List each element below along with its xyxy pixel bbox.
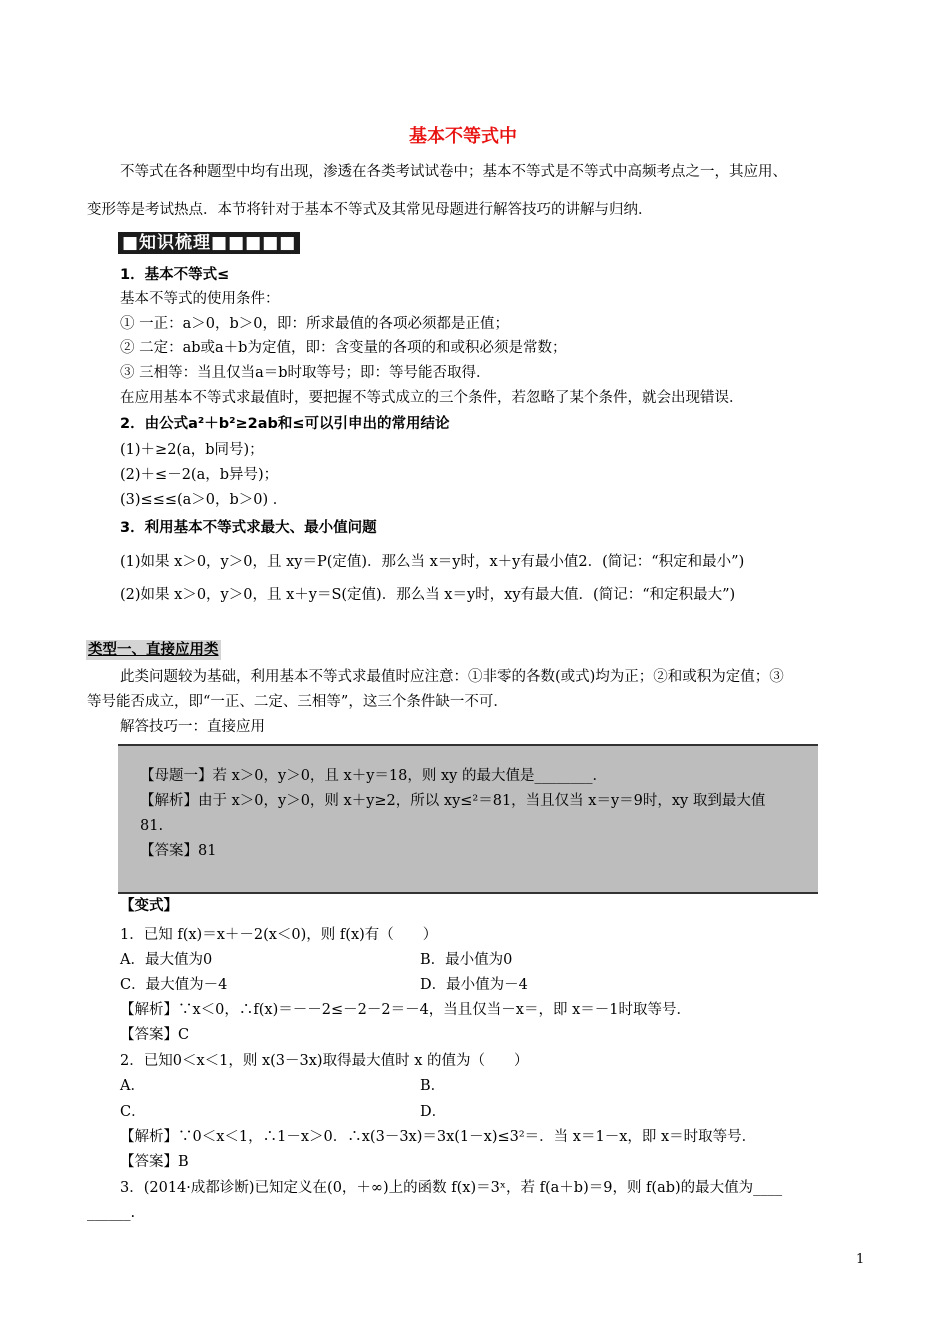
page-number: 1 [856,1252,865,1267]
variant-q1-option-c: C．最大值为－4 [120,977,228,993]
section-2-heading: 2．由公式a²＋b²≥2ab和≤可以引申出的常用结论 [120,416,450,432]
condition-3: ③ 三相等：当且仅当a＝b时取等号；即：等号能否取得． [120,365,491,381]
condition-1: ① 一正：a＞0，b＞0，即：所求最值的各项必须都是正值； [120,316,509,332]
page-title: 基本不等式中 [409,126,517,147]
variant-q3-line-2: ______. [87,1205,136,1221]
variant-q2-option-d: D． [420,1104,447,1120]
variant-q3-line-1: 3．(2014·成都诊断)已知定义在(0，＋∞)上的函数 f(x)＝3ˣ，若 f(a＋b)＝9，则 f(ab)的最大值为____ [120,1180,783,1196]
intro-line-1: 不等式在各种题型中均有出现，渗透在各类考试试卷中；基本不等式是不等式中高频考点之一，其应用、 [120,164,787,180]
type-1-desc-2: 等号能否成立，即“一正、二定、三相等”，这三个条件缺一不可． [87,694,508,710]
section-3-heading: 3．利用基本不等式求最大、最小值问题 [120,520,377,536]
variant-q1-solution: 【解析】∵x＜0，∴f(x)＝－－2≤－2－2＝－4，当且仅当－x＝，即 x＝－1时取等号． [120,1002,691,1018]
section-1-heading: 1．基本不等式≤ [120,267,230,283]
type-1-tip: 解答技巧一：直接应用 [120,719,265,735]
variant-q2-solution: 【解析】∵0＜x＜1，∴1－x＞0．∴x(3－3x)＝3x(1－x)≤3²＝．当 x＝1－x，即 x＝时取等号． [120,1129,757,1145]
variant-q1: 1．已知 f(x)＝x＋－2(x＜0)，则 f(x)有（ ） [120,927,438,943]
section-1-conditions: 基本不等式的使用条件： [120,291,280,307]
mother-answer: 【答案】81 [140,843,217,859]
variant-q2-option-a: A． [120,1078,145,1094]
mother-question: 【母题一】若 x＞0，y＞0，且 x＋y＝18，则 xy 的最大值是________． [140,768,607,784]
section-1-note: 在应用基本不等式求最值时，要把握不等式成立的三个条件，若忽略了某个条件，就会出现错误． [120,390,744,406]
variant-q2-option-b: B． [420,1078,446,1094]
knowledge-banner: ■知识梳理■■■■■ [118,232,300,254]
mother-solution-2: 81. [140,818,164,834]
type-1-desc-1: 此类问题较为基础，利用基本不等式求最值时应注意：①非零的各数(或式)均为正；②和或积为定值；③ [120,669,784,685]
section-3-point-1: (1)如果 x＞0，y＞0，且 xy＝P(定值)．那么当 x＝y时，x＋y有最小值2．(简记：“积定和最小”) [120,554,745,570]
result-3: (3)≤≤≤(a＞0，b＞0) ． [120,492,288,508]
result-1: (1)＋≥2(a，b同号)； [120,442,264,458]
variant-q1-answer: 【答案】C [120,1027,190,1043]
mother-solution-1: 【解析】由于 x＞0，y＞0，则 x＋y≥2，所以 xy≤²＝81，当且仅当 x＝y＝9时，xy 取到最大值 [140,793,766,809]
variant-q2-answer: 【答案】B [120,1154,189,1170]
result-2: (2)＋≤－2(a，b异号)； [120,467,279,483]
variant-q1-option-b: B．最小值为0 [420,952,513,968]
variant-q2-option-c: C． [120,1104,146,1120]
section-3-point-2: (2)如果 x＞0，y＞0，且 x＋y＝S(定值)．那么当 x＝y时，xy有最大值．(简记：“和定积最大”) [120,587,736,603]
intro-line-2: 变形等是考试热点．本节将针对于基本不等式及其常见母题进行解答技巧的讲解与归纳． [87,202,653,218]
variant-q1-option-d: D．最小值为－4 [420,977,528,993]
variant-q1-option-a: A．最大值为0 [120,952,213,968]
type-1-header: 类型一、直接应用类 [88,642,219,658]
condition-2: ② 二定：ab或a＋b为定值，即：含变量的各项的和或积必须是常数； [120,340,567,356]
variant-q2: 2．已知0＜x＜1，则 x(3－3x)取得最大值时 x 的值为（ ） [120,1053,529,1069]
variant-label: 【变式】 [120,898,178,914]
